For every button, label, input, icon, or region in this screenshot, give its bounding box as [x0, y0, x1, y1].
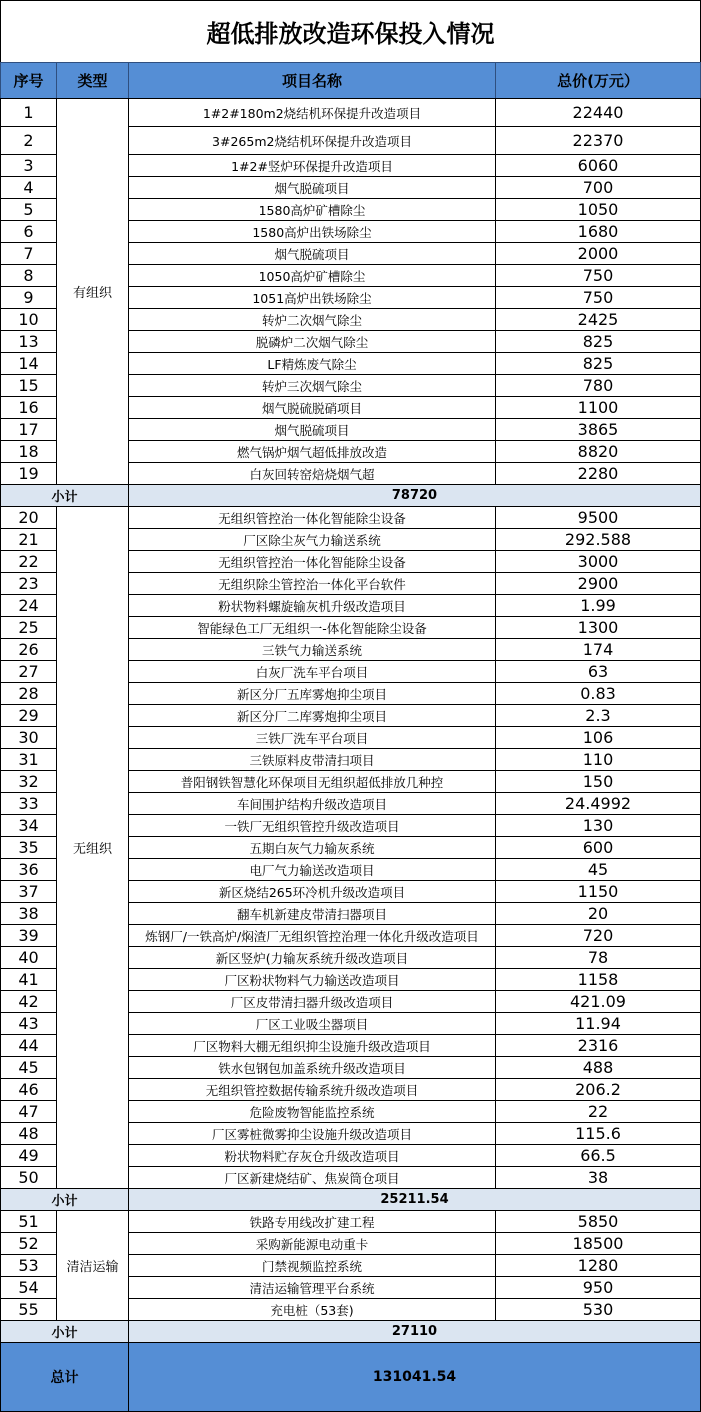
- project-price: 106: [495, 726, 701, 749]
- subtotal-value: 27110: [128, 1320, 701, 1343]
- row-number: 55: [0, 1298, 57, 1321]
- project-price: 8820: [495, 440, 701, 463]
- project-name: 烟气脱硫脱硝项目: [128, 396, 496, 419]
- project-price: 1.99: [495, 594, 701, 617]
- row-number: 30: [0, 726, 57, 749]
- project-name: 燃气锅炉烟气超低排放改造: [128, 440, 496, 463]
- project-price: 700: [495, 176, 701, 199]
- project-name: 智能绿色工厂无组织一-体化智能除尘设备: [128, 616, 496, 639]
- project-price: 2900: [495, 572, 701, 595]
- project-price: 530: [495, 1298, 701, 1321]
- project-price: 2280: [495, 462, 701, 485]
- project-name: LF精炼废气除尘: [128, 352, 496, 375]
- project-name: 新区烧结265环冷机升级改造项目: [128, 880, 496, 903]
- header-name: 项目名称: [128, 62, 496, 99]
- row-number: 3: [0, 154, 57, 177]
- project-name: 门禁视频监控系统: [128, 1254, 496, 1277]
- row-number: 29: [0, 704, 57, 727]
- row-number: 38: [0, 902, 57, 925]
- project-price: 5850: [495, 1210, 701, 1233]
- row-number: 36: [0, 858, 57, 881]
- subtotal-label: 小计: [0, 1320, 129, 1343]
- project-name: 翻车机新建皮带清扫器项目: [128, 902, 496, 925]
- project-price: 750: [495, 286, 701, 309]
- row-number: 4: [0, 176, 57, 199]
- project-name: 五期白灰气力输灰系统: [128, 836, 496, 859]
- type-cell: 有组织: [56, 98, 129, 485]
- project-price: 11.94: [495, 1012, 701, 1035]
- project-name: 充电桩（53套): [128, 1298, 496, 1321]
- project-price: 38: [495, 1166, 701, 1189]
- subtotal-value: 78720: [128, 484, 701, 507]
- row-number: 35: [0, 836, 57, 859]
- project-price: 1100: [495, 396, 701, 419]
- project-price: 2316: [495, 1034, 701, 1057]
- project-price: 1050: [495, 198, 701, 221]
- project-name: 1050高炉矿槽除尘: [128, 264, 496, 287]
- project-name: 厂区皮带清扫器升级改造项目: [128, 990, 496, 1013]
- project-price: 115.6: [495, 1122, 701, 1145]
- project-price: 66.5: [495, 1144, 701, 1167]
- row-number: 22: [0, 550, 57, 573]
- project-name: 新区分厂二库雾炮抑尘项目: [128, 704, 496, 727]
- row-number: 52: [0, 1232, 57, 1255]
- subtotal-label: 小计: [0, 484, 129, 507]
- row-number: 54: [0, 1276, 57, 1299]
- project-price: 174: [495, 638, 701, 661]
- project-name: 三铁厂洗车平台项目: [128, 726, 496, 749]
- row-number: 21: [0, 528, 57, 551]
- row-number: 45: [0, 1056, 57, 1079]
- project-price: 1680: [495, 220, 701, 243]
- row-number: 40: [0, 946, 57, 969]
- project-name: 3#265m2烧结机环保提升改造项目: [128, 126, 496, 155]
- total-value: 131041.54: [128, 1342, 701, 1412]
- row-number: 32: [0, 770, 57, 793]
- project-name: 新区分厂五库雾炮抑尘项目: [128, 682, 496, 705]
- subtotal-value: 25211.54: [128, 1188, 701, 1211]
- project-price: 0.83: [495, 682, 701, 705]
- project-name: 1#2#180m2烧结机环保提升改造项目: [128, 98, 496, 127]
- project-name: 三铁原料皮带清扫项目: [128, 748, 496, 771]
- project-name: 厂区雾桩微雾抑尘设施升级改造项目: [128, 1122, 496, 1145]
- project-price: 3000: [495, 550, 701, 573]
- row-number: 10: [0, 308, 57, 331]
- project-price: 9500: [495, 506, 701, 529]
- row-number: 43: [0, 1012, 57, 1035]
- row-number: 18: [0, 440, 57, 463]
- project-name: 清洁运输管理平台系统: [128, 1276, 496, 1299]
- header-no: 序号: [0, 62, 57, 99]
- row-number: 5: [0, 198, 57, 221]
- row-number: 27: [0, 660, 57, 683]
- row-number: 44: [0, 1034, 57, 1057]
- project-price: 1280: [495, 1254, 701, 1277]
- header-type: 类型: [56, 62, 129, 99]
- project-price: 1300: [495, 616, 701, 639]
- project-name: 转炉三次烟气除尘: [128, 374, 496, 397]
- project-name: 厂区物料大棚无组织抑尘设施升级改造项目: [128, 1034, 496, 1057]
- project-name: 厂区粉状物料气力输送改造项目: [128, 968, 496, 991]
- row-number: 13: [0, 330, 57, 353]
- project-name: 车间围护结构升级改造项目: [128, 792, 496, 815]
- project-price: 6060: [495, 154, 701, 177]
- project-price: 1158: [495, 968, 701, 991]
- row-number: 16: [0, 396, 57, 419]
- project-price: 45: [495, 858, 701, 881]
- project-name: 危险废物智能监控系统: [128, 1100, 496, 1123]
- project-name: 铁路专用线改扩建工程: [128, 1210, 496, 1233]
- row-number: 50: [0, 1166, 57, 1189]
- project-price: 780: [495, 374, 701, 397]
- project-price: 600: [495, 836, 701, 859]
- row-number: 2: [0, 126, 57, 155]
- row-number: 1: [0, 98, 57, 127]
- type-cell: 无组织: [56, 506, 129, 1189]
- row-number: 26: [0, 638, 57, 661]
- project-name: 炼钢厂/一铁高炉/焖渣厂无组织管控治理一体化升级改造项目: [128, 924, 496, 947]
- row-number: 24: [0, 594, 57, 617]
- project-price: 130: [495, 814, 701, 837]
- project-price: 825: [495, 330, 701, 353]
- row-number: 49: [0, 1144, 57, 1167]
- project-name: 烟气脱硫项目: [128, 176, 496, 199]
- row-number: 53: [0, 1254, 57, 1277]
- project-price: 20: [495, 902, 701, 925]
- row-number: 8: [0, 264, 57, 287]
- project-price: 63: [495, 660, 701, 683]
- project-price: 750: [495, 264, 701, 287]
- row-number: 23: [0, 572, 57, 595]
- project-name: 无组织管控治一体化智能除尘设备: [128, 550, 496, 573]
- project-name: 普阳钢铁智慧化环保项目无组织超低排放几种控: [128, 770, 496, 793]
- project-price: 720: [495, 924, 701, 947]
- row-number: 25: [0, 616, 57, 639]
- project-name: 新区竖炉(力输灰系统升级改造项目: [128, 946, 496, 969]
- row-number: 39: [0, 924, 57, 947]
- project-price: 950: [495, 1276, 701, 1299]
- project-name: 一铁厂无组织管控升级改造项目: [128, 814, 496, 837]
- row-number: 41: [0, 968, 57, 991]
- row-number: 28: [0, 682, 57, 705]
- project-name: 烟气脱硫项目: [128, 418, 496, 441]
- project-price: 292.588: [495, 528, 701, 551]
- project-price: 2000: [495, 242, 701, 265]
- row-number: 46: [0, 1078, 57, 1101]
- project-name: 无组织除尘管控治一体化平台软件: [128, 572, 496, 595]
- project-name: 厂区工业吸尘器项目: [128, 1012, 496, 1035]
- project-price: 18500: [495, 1232, 701, 1255]
- row-number: 9: [0, 286, 57, 309]
- project-price: 825: [495, 352, 701, 375]
- row-number: 37: [0, 880, 57, 903]
- subtotal-label: 小计: [0, 1188, 129, 1211]
- project-price: 22370: [495, 126, 701, 155]
- row-number: 51: [0, 1210, 57, 1233]
- project-price: 22: [495, 1100, 701, 1123]
- project-name: 粉状物料螺旋输灰机升级改造项目: [128, 594, 496, 617]
- row-number: 48: [0, 1122, 57, 1145]
- project-price: 206.2: [495, 1078, 701, 1101]
- row-number: 47: [0, 1100, 57, 1123]
- project-name: 转炉二次烟气除尘: [128, 308, 496, 331]
- project-name: 1051高炉出铁场除尘: [128, 286, 496, 309]
- row-number: 17: [0, 418, 57, 441]
- project-price: 22440: [495, 98, 701, 127]
- row-number: 31: [0, 748, 57, 771]
- type-cell: 清洁运输: [56, 1210, 129, 1321]
- project-price: 110: [495, 748, 701, 771]
- project-name: 粉状物料贮存灰仓升级改造项目: [128, 1144, 496, 1167]
- project-price: 78: [495, 946, 701, 969]
- row-number: 14: [0, 352, 57, 375]
- row-number: 42: [0, 990, 57, 1013]
- row-number: 20: [0, 506, 57, 529]
- header-price: 总价(万元）: [495, 62, 701, 99]
- project-name: 白灰厂洗车平台项目: [128, 660, 496, 683]
- row-number: 19: [0, 462, 57, 485]
- total-label: 总计: [0, 1342, 129, 1412]
- project-name: 电厂气力输送改造项目: [128, 858, 496, 881]
- project-name: 白灰回转窑焙烧烟气超: [128, 462, 496, 485]
- project-name: 厂区除尘灰气力输送系统: [128, 528, 496, 551]
- project-price: 2.3: [495, 704, 701, 727]
- project-name: 采购新能源电动重卡: [128, 1232, 496, 1255]
- project-price: 150: [495, 770, 701, 793]
- project-price: 421.09: [495, 990, 701, 1013]
- project-price: 2425: [495, 308, 701, 331]
- project-name: 三铁气力输送系统: [128, 638, 496, 661]
- project-name: 铁水包钢包加盖系统升级改造项目: [128, 1056, 496, 1079]
- project-price: 488: [495, 1056, 701, 1079]
- project-name: 1580高炉出铁场除尘: [128, 220, 496, 243]
- row-number: 7: [0, 242, 57, 265]
- project-name: 脱磷炉二次烟气除尘: [128, 330, 496, 353]
- project-price: 3865: [495, 418, 701, 441]
- row-number: 15: [0, 374, 57, 397]
- row-number: 34: [0, 814, 57, 837]
- project-name: 无组织管控治一体化智能除尘设备: [128, 506, 496, 529]
- row-number: 6: [0, 220, 57, 243]
- project-name: 烟气脱硫项目: [128, 242, 496, 265]
- project-name: 厂区新建烧结矿、焦炭筒仓项目: [128, 1166, 496, 1189]
- page-title: 超低排放改造环保投入情况: [0, 0, 701, 63]
- project-price: 1150: [495, 880, 701, 903]
- project-name: 1#2#竖炉环保提升改造项目: [128, 154, 496, 177]
- project-price: 24.4992: [495, 792, 701, 815]
- row-number: 33: [0, 792, 57, 815]
- project-name: 无组织管控数据传输系统升级改造项目: [128, 1078, 496, 1101]
- project-name: 1580高炉矿槽除尘: [128, 198, 496, 221]
